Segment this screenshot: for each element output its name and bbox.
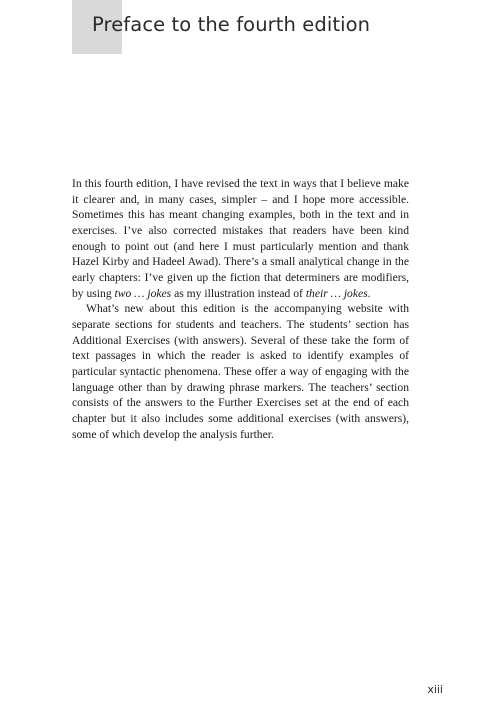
preface-body: [72, 176, 409, 442]
paragraph-2: What’s new about this edition is the accompanying website with separate sections for students and teachers. The students’ section has Additional Exercises (with answers). Several of these take the form of text passages in which the reader is asked to identify examples of particular syntactic phenomena. These offer a way of engaging with the language other than by drawing phrase markers. The teachers’ section consists of the answers to the Further Exercises set at the end of each chapter but it also includes some additional exercises (with answers), some of which develop the analysis further.: [72, 302, 409, 441]
page-title: Preface to the fourth edition: [92, 13, 371, 36]
example-two-jokes: two … jokes: [114, 286, 172, 300]
paragraph-1-text-b: as my illustration instead of: [171, 286, 306, 300]
page-number: xiii: [427, 683, 443, 696]
paragraph-1-text-a: In this fourth edition, I have revised the text in ways that I believe make it clearer and, in many cases, simpler – and I hope more accessible. Sometimes this has meant changing examples, both in the text and in exercises. I’ve also corrected mistakes that readers have been kind enough to point out (and here I must particularly mention and thank Hazel Kirby and Hadeel Awad). There’s a small analytical change in the early chapters: I’ve given up the fiction that determiners are modifiers, by using: [72, 177, 409, 300]
paragraph-1-text-c: .: [367, 286, 371, 300]
example-their-jokes: their … jokes: [305, 286, 368, 300]
paragraph-1: [72, 176, 409, 301]
